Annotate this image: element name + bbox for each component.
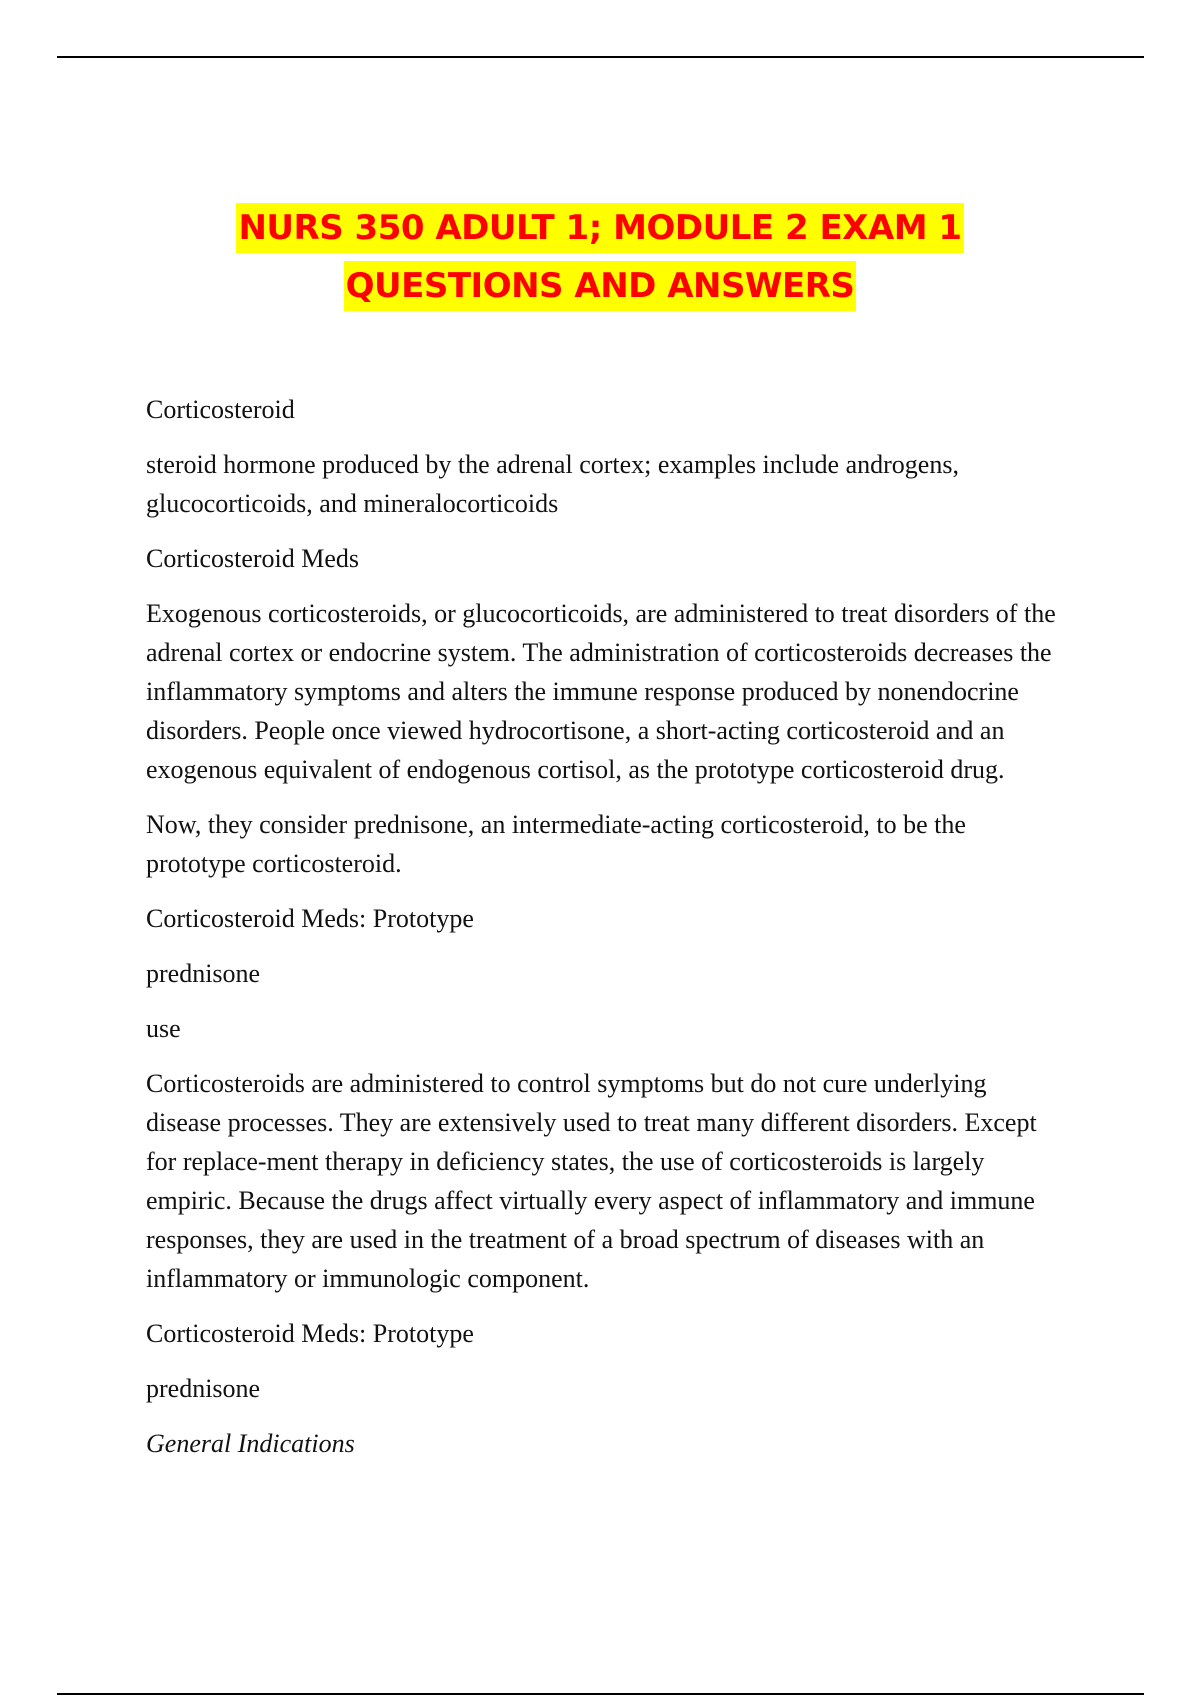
definition-corticosteroid: steroid hormone produced by the adrenal cortex; examples include androgens, glucocorticoids, and mineralocorticoids [146,450,959,518]
document-title [0,203,1200,319]
definition-prednisone-prototype: Now, they consider prednisone, an intermediate-acting corticosteroid, to be the prototype corticosteroid. [146,810,966,878]
prototype-drug-1: prednisone [146,959,261,988]
definition-use: Corticosteroids are administered to control symptoms but do not cure underlying disease processes. They are extensively used to treat many different disorders. Except for replace-ment therapy in deficiency states, the use of corticosteroids is largely empiric. Because the drugs affect virtually every aspect of inflammatory and immune responses, they are used in the treatment of a broad spectrum of diseases with an inflammatory or immunologic component. [146,1069,1037,1293]
term-corticosteroid-meds: Corticosteroid Meds [146,544,360,573]
term-prototype-1: Corticosteroid Meds: Prototype [146,904,474,933]
term-prototype-2: Corticosteroid Meds: Prototype [146,1319,474,1348]
prototype-drug-2: prednisone [146,1374,261,1403]
title-line-1: NURS 350 ADULT 1; MODULE 2 EXAM 1 [236,203,963,253]
top-rule [57,56,1144,58]
bottom-rule [57,1693,1144,1695]
document-body [146,390,1066,1479]
term-corticosteroid: Corticosteroid [146,395,295,424]
subheading-general-indications: General Indications [146,1429,355,1458]
title-line-2: QUESTIONS AND ANSWERS [344,261,857,311]
subheading-use: use [146,1014,181,1043]
definition-corticosteroid-meds: Exogenous corticosteroids, or glucocorticoids, are administered to treat disorders of the adrenal cortex or endocrine system. The administration of corticosteroids decreases the inflammatory symptoms and alters the immune response produced by nonendocrine disorders. People once viewed hydrocortisone, a short-acting corticosteroid and an exogenous equivalent of endogenous cortisol, as the prototype corticosteroid drug. [146,599,1056,784]
